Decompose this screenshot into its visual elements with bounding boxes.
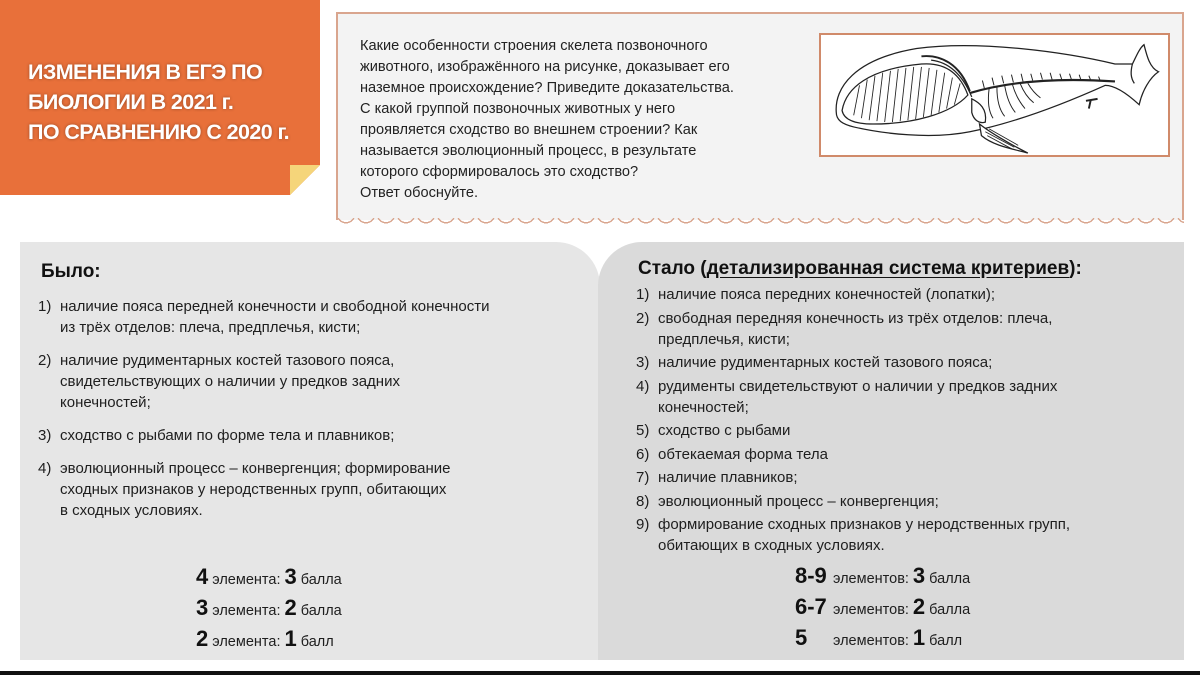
slide-title-line: БИОЛОГИИ В 2021 г. — [28, 90, 234, 114]
point-count: 2 — [284, 595, 297, 620]
question-line: называется эволюционный процесс, в результате — [360, 143, 697, 159]
list-item — [636, 308, 1176, 350]
item-line: из трёх отделов: плеча, предплечья, кисти; — [60, 319, 361, 336]
before-scoring — [196, 564, 342, 657]
element-count: 6-7 — [795, 594, 827, 619]
before-panel — [20, 242, 600, 660]
slide-title-line: ПО СРАВНЕНИЮ С 2020 г. — [28, 120, 290, 144]
point-label: балл — [300, 634, 334, 650]
item-text — [658, 352, 1176, 373]
item-number: 8) — [636, 492, 650, 510]
question-line: С какой группой позвоночных животных у него — [360, 101, 676, 117]
slide-title — [28, 57, 318, 147]
item-number: 1) — [38, 298, 52, 315]
point-count: 3 — [284, 564, 297, 589]
item-line: обитающих в сходных условиях. — [658, 537, 885, 554]
score-row — [196, 626, 342, 657]
point-count: 1 — [912, 625, 926, 650]
item-line: сходство с рыбами по форме тела и плавников; — [60, 427, 395, 444]
question-line: проявляется сходство во внешнем строении? Как — [360, 122, 698, 138]
item-line: наличие пояса передней конечности и свободной конечности — [60, 298, 490, 315]
element-label: элементов: — [833, 571, 909, 587]
list-item — [636, 376, 1176, 418]
after-panel — [598, 242, 1184, 660]
item-text — [658, 420, 1176, 441]
list-item — [636, 352, 1176, 373]
item-line: свидетельствующих о наличии у предков задних — [60, 373, 400, 390]
point-label: балла — [929, 571, 971, 587]
score-row — [196, 595, 342, 626]
list-item — [38, 296, 598, 338]
list-item — [636, 284, 1176, 305]
item-text — [60, 458, 598, 521]
item-line: наличие рудиментарных костей тазового пояса; — [658, 354, 993, 371]
score-row — [795, 563, 970, 594]
item-number: 4) — [636, 377, 650, 395]
question-line: наземное происхождение? Приведите доказательства. — [360, 80, 734, 96]
score-row — [196, 564, 342, 595]
after-scoring — [795, 563, 970, 656]
page-fold-corner — [290, 165, 320, 195]
element-label: элемента: — [212, 634, 281, 650]
item-line: наличие плавников; — [658, 469, 798, 486]
point-label: балл — [929, 633, 963, 649]
item-line: эволюционный процесс – конвергенция; — [658, 492, 939, 510]
item-line: наличие пояса передних конечностей (лопатки); — [658, 286, 996, 303]
item-text — [658, 284, 1176, 305]
slide-title-line: ИЗМЕНЕНИЯ В ЕГЭ ПО — [28, 60, 263, 84]
item-line: обтекаемая форма тела — [658, 445, 828, 463]
question-line: которого сформировалось это сходство? — [360, 164, 639, 180]
heading-prefix: Стало ( — [638, 258, 707, 279]
whale-skeleton-image — [819, 33, 1170, 157]
list-item — [38, 350, 598, 413]
element-count: 4 — [196, 564, 209, 589]
whale-skeleton-icon — [821, 35, 1168, 155]
item-line: свободная передняя конечность из трёх отделов: плеча, — [658, 309, 1053, 327]
element-count: 3 — [196, 595, 209, 620]
item-number: 1) — [636, 286, 650, 303]
list-item — [38, 458, 598, 521]
item-line: конечностей; — [60, 394, 151, 411]
item-text — [658, 514, 1176, 556]
item-number: 9) — [636, 516, 650, 533]
score-row — [795, 625, 970, 656]
item-number: 5) — [636, 422, 650, 439]
item-text — [658, 467, 1176, 488]
after-heading — [638, 258, 1082, 280]
point-count: 1 — [284, 626, 297, 651]
list-item — [38, 425, 598, 446]
item-text — [658, 308, 1176, 350]
item-line: сходство с рыбами — [658, 422, 791, 439]
item-text — [60, 425, 598, 446]
item-line: в сходных условиях. — [60, 502, 203, 519]
element-label: элемента: — [212, 572, 281, 588]
bottom-border — [0, 671, 1200, 675]
item-number: 6) — [636, 445, 650, 463]
item-line: сходных признаков у неродственных групп, обитающих — [60, 481, 447, 498]
point-count: 2 — [912, 594, 926, 619]
item-number: 2) — [38, 352, 52, 369]
element-label: элемента: — [212, 603, 281, 619]
item-number: 3) — [38, 427, 52, 444]
item-line: наличие рудиментарных костей тазового пояса, — [60, 352, 395, 369]
item-line: эволюционный процесс – конвергенция; формирование — [60, 460, 451, 477]
element-label: элементов: — [833, 602, 909, 618]
item-number: 4) — [38, 460, 52, 477]
list-item — [636, 420, 1176, 441]
item-number: 3) — [636, 354, 650, 371]
element-count: 8-9 — [795, 563, 827, 588]
question-card — [336, 12, 1184, 220]
element-count: 2 — [196, 626, 209, 651]
item-text — [658, 491, 1176, 512]
item-text — [60, 350, 598, 413]
item-text — [658, 376, 1176, 418]
question-text — [360, 36, 810, 204]
question-line: животного, изображённого на рисунке, доказывает его — [360, 59, 730, 75]
list-item — [636, 444, 1176, 465]
list-item — [636, 467, 1176, 488]
before-heading: Было: — [41, 261, 101, 282]
score-row — [795, 594, 970, 625]
item-number: 7) — [636, 469, 650, 486]
element-label: элементов: — [833, 633, 909, 649]
heading-suffix: ): — [1069, 258, 1082, 279]
item-line: формирование сходных признаков у неродственных групп, — [658, 516, 1071, 533]
point-label: балла — [929, 602, 971, 618]
item-line: предплечья, кисти; — [658, 330, 790, 348]
element-count: 5 — [795, 625, 808, 650]
item-text — [60, 296, 598, 338]
point-count: 3 — [912, 563, 926, 588]
list-item — [636, 491, 1176, 512]
point-label: балла — [300, 603, 342, 619]
question-line: Ответ обоснуйте. — [360, 185, 479, 201]
after-criteria-list — [636, 284, 1176, 559]
list-item — [636, 514, 1176, 556]
item-line: конечностей; — [658, 398, 749, 416]
item-text — [658, 444, 1176, 465]
item-number: 2) — [636, 309, 650, 327]
point-label: балла — [300, 572, 342, 588]
before-criteria-list — [38, 296, 598, 533]
item-line: рудименты свидетельствуют о наличии у предков задних — [658, 377, 1058, 395]
heading-underlined: детализированная система критериев — [706, 258, 1070, 279]
question-line: Какие особенности строения скелета позвоночного — [360, 38, 708, 54]
